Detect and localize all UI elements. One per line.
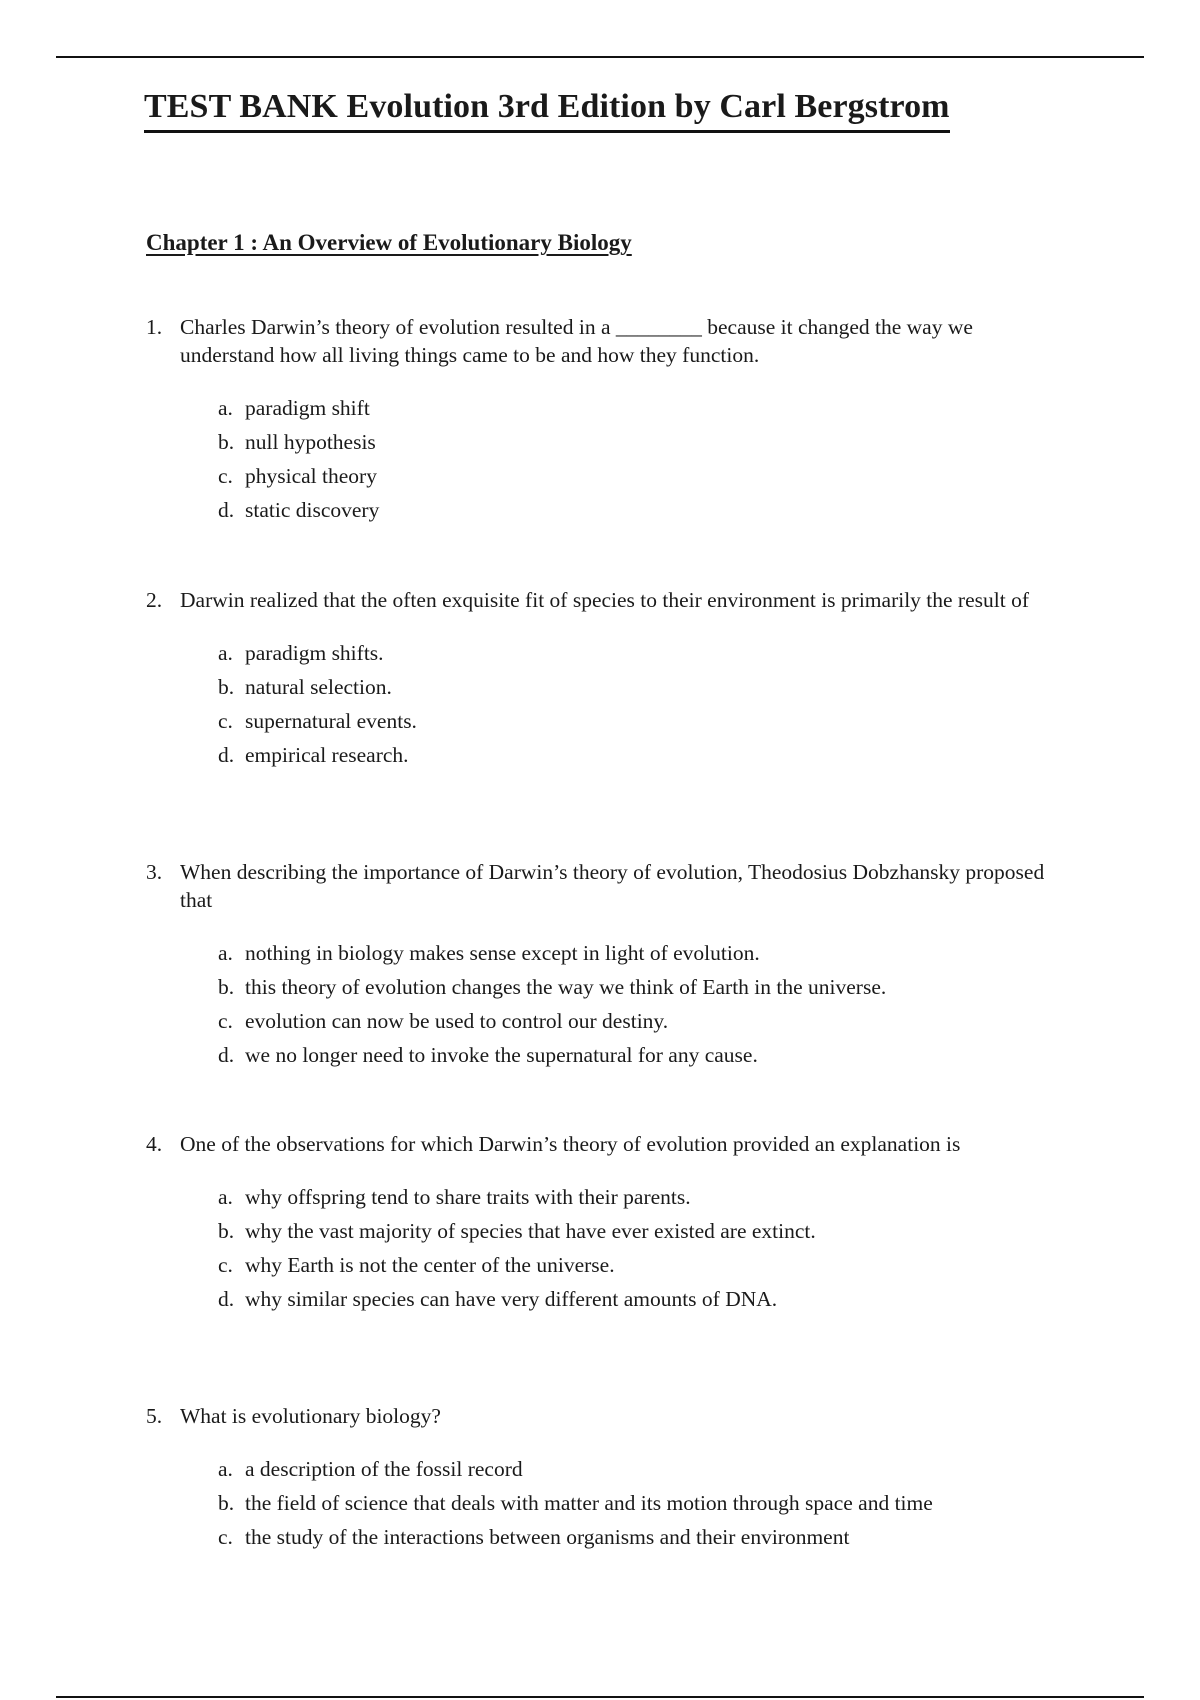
option-text: physical theory [245,464,377,488]
option-text: why offspring tend to share traits with their parents. [245,1185,691,1209]
option-letter: a. [218,641,233,665]
option-text: supernatural events. [245,709,417,733]
answer-option [218,1248,1066,1282]
option-letter: a. [218,1457,233,1481]
question-stem [146,313,1066,369]
option-text: the field of science that deals with matter and its motion through space and time [245,1491,933,1515]
option-letter: d. [218,1287,235,1311]
option-letter: d. [218,498,235,522]
option-text: null hypothesis [245,430,376,454]
question-text: One of the observations for which Darwin’s theory of evolution provided an explanation is [180,1132,961,1156]
answer-option [218,970,1066,1004]
question-5 [146,1402,1066,1554]
option-text: nothing in biology makes sense except in light of evolution. [245,941,760,965]
option-letter: b. [218,1491,235,1515]
question-stem [146,586,1066,614]
answer-option [218,1452,1066,1486]
question-text: What is evolutionary biology? [180,1404,441,1428]
option-text: natural selection. [245,675,392,699]
document-title: TEST BANK Evolution 3rd Edition by Carl Bergstrom [144,86,950,133]
answer-option [218,459,1066,493]
question-number: 5. [146,1404,163,1428]
option-letter: c. [218,1525,233,1549]
answer-option [218,636,1066,670]
answer-option [218,425,1066,459]
question-number: 4. [146,1132,163,1156]
question-number: 2. [146,588,163,612]
top-rule [56,56,1144,58]
answer-option [218,936,1066,970]
question-3 [146,858,1066,1072]
option-letter: c. [218,464,233,488]
option-text: paradigm shifts. [245,641,384,665]
option-letter: b. [218,675,235,699]
question-stem [146,1402,1066,1430]
option-text: the study of the interactions between organisms and their environment [245,1525,850,1549]
answer-options [218,936,1066,1072]
question-stem [146,858,1066,914]
option-letter: d. [218,1043,235,1067]
question-1 [146,313,1066,527]
question-stem [146,1130,1066,1158]
bottom-rule [56,1696,1144,1698]
question-text: Charles Darwin’s theory of evolution resulted in a ________ because it changed the way we understand how all living things came to be and how they function. [180,315,973,367]
answer-option [218,1486,1066,1520]
answer-option [218,1004,1066,1038]
answer-option [218,391,1066,425]
option-letter: a. [218,396,233,420]
option-text: empirical research. [245,743,409,767]
answer-option [218,493,1066,527]
answer-option [218,1520,1066,1554]
option-letter: a. [218,941,233,965]
question-text: Darwin realized that the often exquisite fit of species to their environment is primarily the result of [180,588,1029,612]
option-letter: b. [218,975,235,999]
answer-option [218,670,1066,704]
question-number: 3. [146,860,163,884]
question-number: 1. [146,315,163,339]
answer-options [218,636,1066,772]
answer-options [218,1452,1066,1554]
option-letter: c. [218,709,233,733]
option-text: evolution can now be used to control our destiny. [245,1009,669,1033]
option-letter: b. [218,430,235,454]
answer-option [218,1038,1066,1072]
option-letter: c. [218,1253,233,1277]
option-text: why similar species can have very different amounts of DNA. [245,1287,778,1311]
option-letter: b. [218,1219,235,1243]
option-text: this theory of evolution changes the way we think of Earth in the universe. [245,975,887,999]
option-letter: a. [218,1185,233,1209]
option-text: a description of the fossil record [245,1457,523,1481]
option-text: why the vast majority of species that have ever existed are extinct. [245,1219,816,1243]
question-4 [146,1130,1066,1316]
option-text: we no longer need to invoke the supernatural for any cause. [245,1043,758,1067]
answer-options [218,1180,1066,1316]
answer-option [218,1214,1066,1248]
chapter-heading: Chapter 1 : An Overview of Evolutionary Biology [146,230,632,255]
answer-options [218,391,1066,527]
answer-option [218,1180,1066,1214]
question-2 [146,586,1066,772]
option-text: why Earth is not the center of the universe. [245,1253,615,1277]
answer-option [218,1282,1066,1316]
question-text: When describing the importance of Darwin’s theory of evolution, Theodosius Dobzhansky proposed that [180,860,1045,912]
option-text: paradigm shift [245,396,370,420]
option-letter: d. [218,743,235,767]
answer-option [218,704,1066,738]
option-text: static discovery [245,498,380,522]
answer-option [218,738,1066,772]
option-letter: c. [218,1009,233,1033]
